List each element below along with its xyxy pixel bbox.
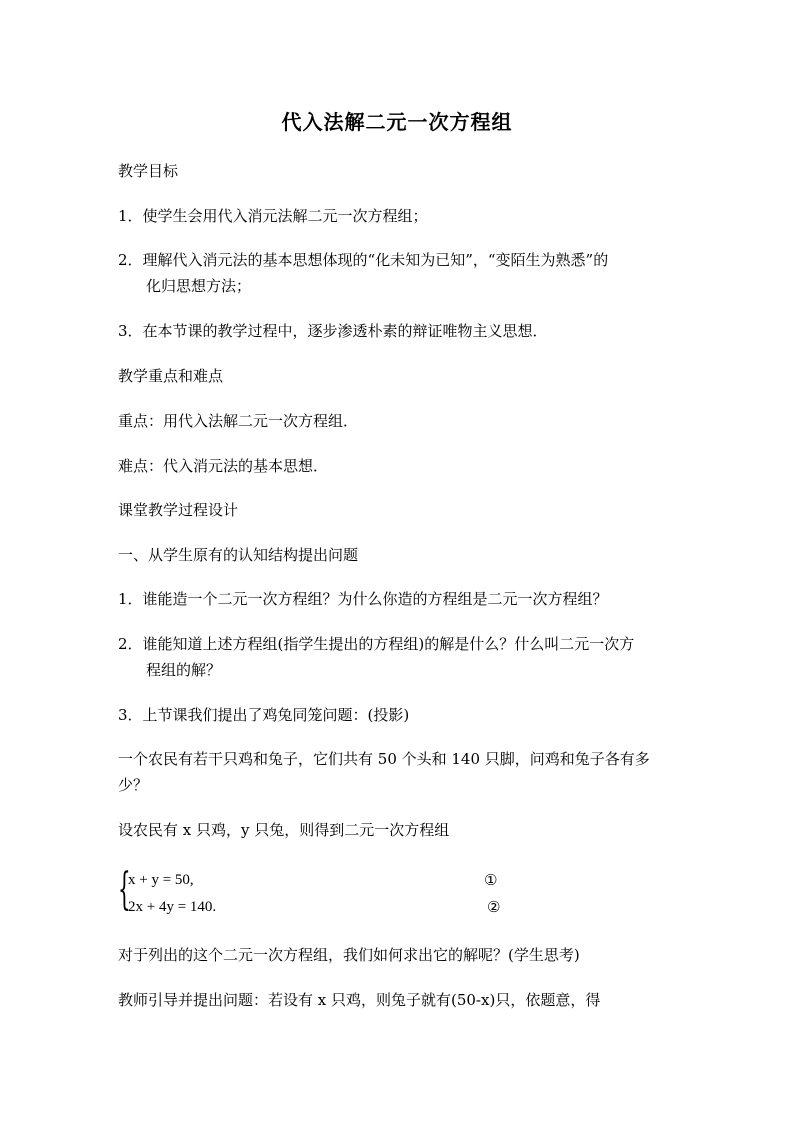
section-heading-1: 一、从学生原有的认知结构提出问题 <box>118 546 359 564</box>
goal-item-2-cont: 化归思想方法； <box>146 277 252 295</box>
equation-system <box>118 866 538 922</box>
question-solve: 对于列出的这个二元一次方程组，我们如何求出它的解呢？(学生思考) <box>118 946 580 964</box>
document-title: 代入法解二元一次方程组 <box>281 110 513 134</box>
problem-statement: 一个农民有若干只鸡和兔子，它们共有 50 个头和 140 只脚，问鸡和兔子各有多 <box>118 750 650 768</box>
question-1: 1．谁能造一个二元一次方程组？为什么你造的方程组是二元一次方程组？ <box>118 590 608 608</box>
question-3: 3．上节课我们提出了鸡兔同笼问题：(投影) <box>118 706 410 724</box>
question-2-cont: 程组的解？ <box>146 661 222 679</box>
equation-1: x + y = 50, <box>128 872 194 888</box>
problem-statement-cont: 少？ <box>118 776 149 794</box>
goal-item-2: 2．理解代入消元法的基本思想体现的“化未知为已知”，“变陌生为熟悉”的 <box>118 251 609 269</box>
goal-item-1: 1．使学生会用代入消元法解二元一次方程组； <box>118 207 428 225</box>
heading-process-design: 课堂教学过程设计 <box>118 501 239 519</box>
teacher-guidance: 教师引导并提出问题：若设有 x 只鸡，则兔子就有(50-x)只，依题意，得 <box>118 991 601 1009</box>
setup-sentence: 设农民有 x 只鸡，y 只兔，则得到二元一次方程组 <box>118 821 450 839</box>
difficult-point: 难点：代入消元法的基本思想． <box>118 457 329 475</box>
equation-2-number: ② <box>487 898 501 916</box>
heading-key-points: 教学重点和难点 <box>118 367 224 385</box>
equation-1-number: ① <box>484 871 498 889</box>
question-2: 2．谁能知道上述方程组(指学生提出的方程组)的解是什么？什么叫二元一次方 <box>118 635 635 653</box>
left-brace: { <box>118 864 131 915</box>
heading-teaching-goals: 教学目标 <box>118 162 179 180</box>
goal-item-3: 3．在本节课的教学过程中，逐步渗透朴素的辩证唯物主义思想． <box>118 322 548 340</box>
equation-2: 2x + 4y = 140. <box>128 899 217 915</box>
key-point: 重点：用代入法解二元一次方程组． <box>118 412 359 430</box>
